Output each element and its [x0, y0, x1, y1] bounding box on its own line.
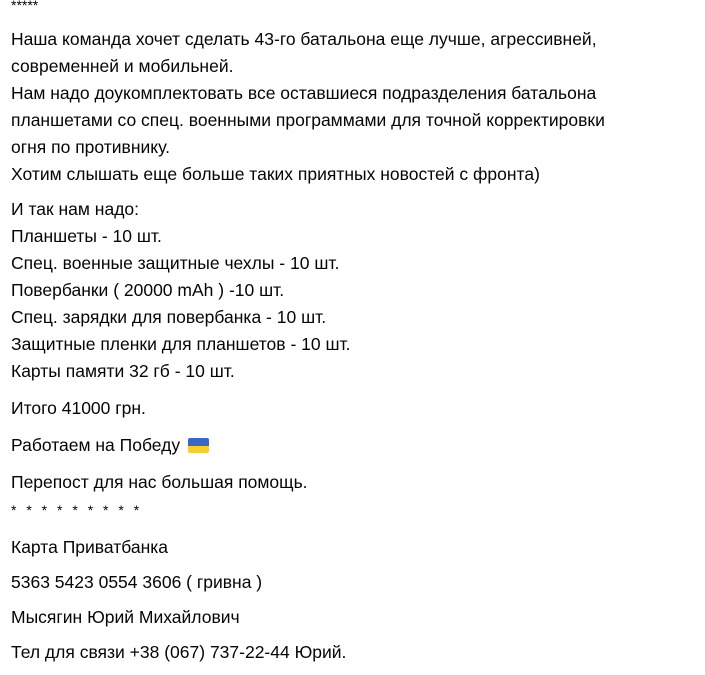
card-number: 5363 5423 0554 3606 ( гривна ) [11, 572, 263, 592]
stars-divider: * * * * * * * * * [11, 502, 143, 518]
total-line: Итого 41000 грн. [11, 398, 146, 418]
phone-line: Тел для связи +38 (067) 737-22-44 Юрий. [11, 642, 347, 662]
list-intro: И так нам надо: [11, 199, 140, 219]
post-text [11, 0, 701, 666]
intro-line: Наша команда хочет сделать 43-го батальона еще лучше, агрессивней, [11, 29, 597, 49]
repost-line: Перепост для нас большая помощь. [11, 472, 308, 492]
intro-paragraph [11, 26, 701, 188]
owner-name: Мысягин Юрий Михайлович [11, 607, 240, 627]
list-item: Защитные пленки для планшетов - 10 шт. [11, 334, 351, 354]
stars-divider-top: ***** [11, 0, 39, 13]
list-item: Планшеты - 10 шт. [11, 226, 162, 246]
intro-line: огня по противнику. [11, 137, 170, 157]
list-item: Спец. военные защитные чехлы - 10 шт. [11, 253, 340, 273]
intro-line: современней и мобильней. [11, 56, 234, 76]
victory-text: Работаем на Победу [11, 435, 181, 455]
intro-line: Нам надо доукомплектовать все оставшиеся подразделения батальона [11, 83, 597, 103]
needs-list [11, 223, 701, 385]
bank-line: Карта Приватбанка [11, 537, 169, 557]
intro-line: планшетами со спец. военными программами для точной корректировки [11, 110, 605, 130]
intro-line: Хотим слышать еще больше таких приятных новостей с фронта) [11, 164, 540, 184]
list-item: Повербанки ( 20000 mAh ) -10 шт. [11, 280, 285, 300]
victory-line [11, 432, 701, 459]
list-item: Карты памяти 32 гб - 10 шт. [11, 361, 235, 381]
ukraine-flag-icon [188, 438, 209, 453]
list-item: Спец. зарядки для повербанка - 10 шт. [11, 307, 327, 327]
